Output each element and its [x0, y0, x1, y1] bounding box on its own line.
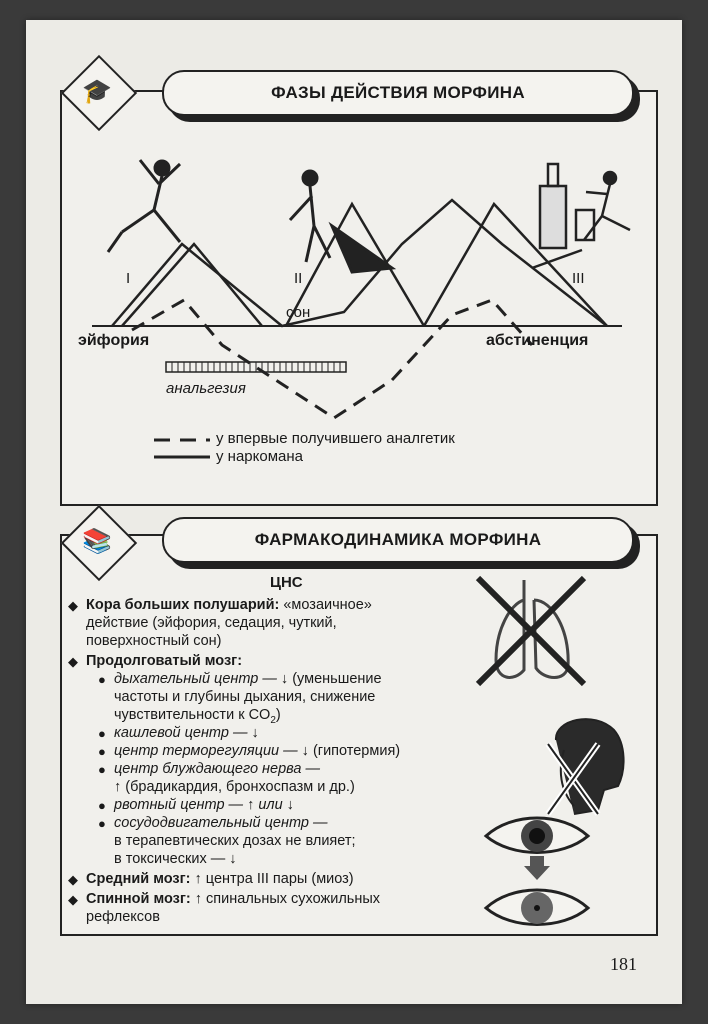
bullet-icon: ◆ — [68, 892, 78, 907]
bullet-dot-icon: ● — [98, 672, 106, 687]
vasomotor-line-3: в токсических — ↓ — [114, 851, 237, 867]
thermo-line: центр терморегуляции — ↓ (гипотермия) — [114, 743, 401, 759]
cns-heading: ЦНС — [270, 574, 303, 591]
eye-miosis-icon — [482, 882, 592, 932]
resp-line-2: частоты и глубины дыхания, снижение — [114, 689, 376, 705]
midbrain-line: Средний мозг: ↑ центра III пары (миоз) — [86, 871, 354, 887]
legend-addict: у наркомана — [216, 448, 303, 465]
bullet-dot-icon: ● — [98, 798, 106, 813]
cortex-line-2: действие (эйфория, седация, чуткий, — [86, 615, 337, 631]
books-icon: 📚 — [82, 527, 112, 555]
arrow-down-icon — [522, 856, 552, 880]
page-number: 181 — [610, 954, 637, 974]
bottle-figure — [532, 164, 630, 268]
vasomotor-line-1: сосудодвигательный центр — — [114, 815, 328, 831]
spinal-line-2: рефлексов — [86, 909, 160, 925]
bullet-dot-icon: ● — [98, 744, 106, 759]
book-page — [26, 20, 682, 1004]
bullet-dot-icon: ● — [98, 816, 106, 831]
resp-line-3: чувствительности к $CO_2$) — [114, 707, 281, 726]
dancer-figure — [108, 160, 180, 252]
eye-normal-icon — [482, 810, 592, 860]
phase-label-2: II — [294, 270, 303, 287]
first-time-curve — [132, 300, 532, 418]
abstinence-label: абстиненция — [486, 332, 589, 349]
cortex-line-1: Кора больших полушарий: «мозаичное» — [86, 597, 372, 613]
solid-triangle-3 — [424, 204, 607, 326]
emetic-line: рвотный центр — ↑ или ↓ — [114, 797, 294, 813]
vagus-line-2: ↑ (брадикардия, бронхоспазм и др.) — [114, 779, 355, 795]
legend-first-time: у впервые получившего аналгетик — [216, 430, 455, 447]
vasomotor-line-2: в терапевтических дозах не влияет; — [114, 833, 356, 849]
section1-title: ФАЗЫ ДЕЙСТВИЯ МОРФИНА — [162, 70, 634, 116]
phases-diagram — [62, 140, 652, 460]
section2-title: ФАРМАКОДИНАМИКА МОРФИНА — [162, 517, 634, 563]
sleep-label: сон — [286, 304, 311, 321]
cortex-line-3: поверхностный сон) — [86, 633, 222, 649]
bullet-dot-icon: ● — [98, 726, 106, 741]
solid-triangle-1 — [122, 244, 262, 326]
bullet-icon: ◆ — [68, 872, 78, 887]
resp-line-1: дыхательный центр — ↓ (уменьшение — [114, 671, 382, 687]
crossed-cough-icon — [534, 710, 634, 820]
spinal-line-1: Спинной мозг: ↑ спинальных сухожильных — [86, 891, 381, 907]
bullet-icon: ◆ — [68, 598, 78, 613]
sleeping-figure — [290, 171, 392, 272]
vagus-line-1: центр блуждающего нерва — — [114, 761, 321, 777]
crossed-lungs-icon — [470, 570, 592, 692]
bullet-icon: ◆ — [68, 654, 78, 669]
graduation-cap-icon: 🎓 — [82, 77, 112, 105]
bullet-dot-icon: ● — [98, 762, 106, 777]
phase-label-3: III — [572, 270, 585, 287]
phase-label-1: I — [126, 270, 131, 287]
medulla-heading: Продолговатый мозг: — [86, 653, 243, 669]
analgesia-label: анальгезия — [166, 380, 246, 397]
cough-line: кашлевой центр — ↓ — [114, 725, 259, 741]
euphoria-label: эйфория — [78, 332, 150, 349]
